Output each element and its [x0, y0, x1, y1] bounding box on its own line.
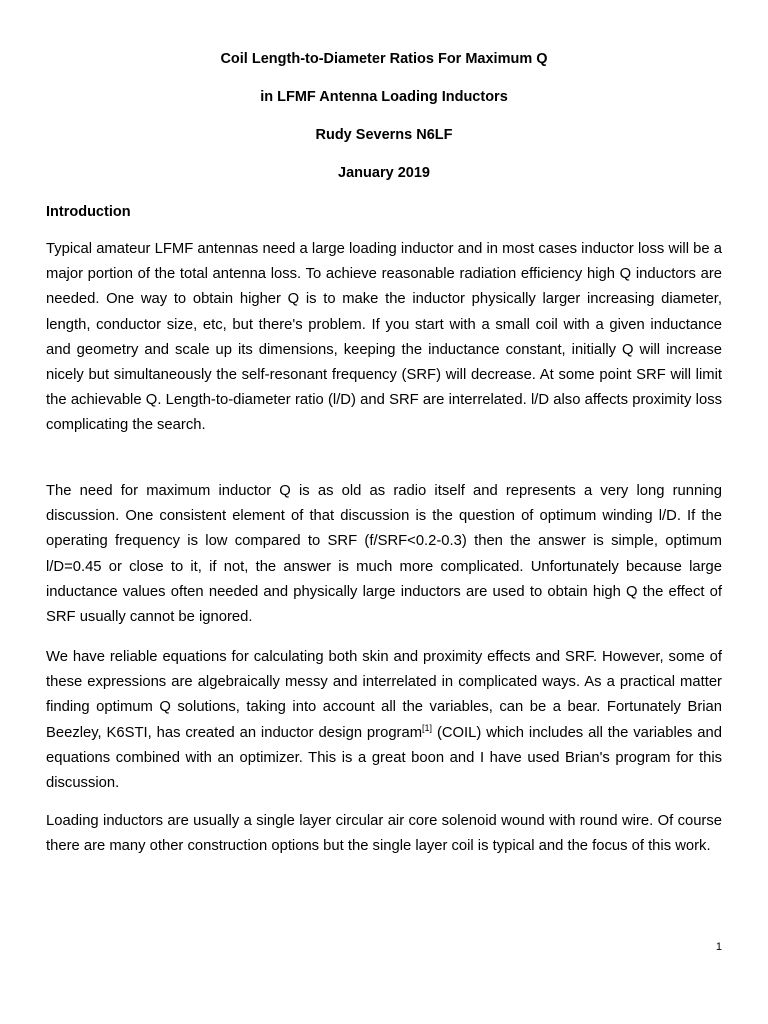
document-author: Rudy Severns N6LF: [315, 127, 453, 143]
footnote-reference-1[interactable]: [1]: [422, 722, 433, 733]
document-date: January 2019: [338, 165, 430, 181]
document-title-line-2: in LFMF Antenna Loading Inductors: [260, 89, 508, 105]
paragraph-2: The need for maximum inductor Q is as old as radio itself and represents a very long running discussion. One consistent element of that discussion is the question of optimum winding l/D. If the operating frequency is low compared to SRF (f/SRF<0.2-0.3) then the answer is simple, optimum l/D=0.45 or close to it, if not, the answer is much more complicated. Unfortunately because large inductance values often needed and physically large inductors are used to obtain high Q the effect of SRF usually cannot be ignored.: [46, 483, 722, 626]
paragraph-3: [46, 645, 722, 796]
paragraph-1: Typical amateur LFMF antennas need a large loading inductor and in most cases inductor loss will be a major portion of the total antenna loss. To achieve reasonable radiation efficiency high Q inductors are needed. One way to obtain higher Q is to make the inductor physically larger increasing diameter, length, conductor size, etc, but there's problem. If you start with a small coil with a given inductance and geometry and scale up its dimensions, keeping the inductance constant, initially Q will increase nicely but simultaneously the self-resonant frequency (SRF) will decrease. At some point SRF will limit the achievable Q. Length-to-diameter ratio (l/D) and SRF are interrelated. l/D also affects proximity loss complicating the search.: [46, 241, 722, 434]
section-heading-introduction: Introduction: [46, 204, 131, 220]
paragraph-3-text-a: We have reliable equations for calculating both skin and proximity effects and SRF. However, some of these expressions are algebraically messy and interrelated in complicated ways. As a practical matter finding optimum Q solutions, taking into account all the variables, can be a bear. Fortunately Brian Beezley, K6STI, has created an inductor design program: [46, 649, 722, 741]
paragraph-4: Loading inductors are usually a single layer circular air core solenoid wound with round wire. Of course there are many other construction options but the single layer coil is typical and the focus of this work.: [46, 813, 722, 855]
document-title-line-1: Coil Length-to-Diameter Ratios For Maximum Q: [220, 51, 548, 67]
page-number: 1: [715, 941, 722, 953]
paragraph-3-text-b: (COIL) which includes all the variables and equations combined with an optimizer. This is a great boon and I have used Brian's program for this discussion.: [46, 724, 722, 792]
